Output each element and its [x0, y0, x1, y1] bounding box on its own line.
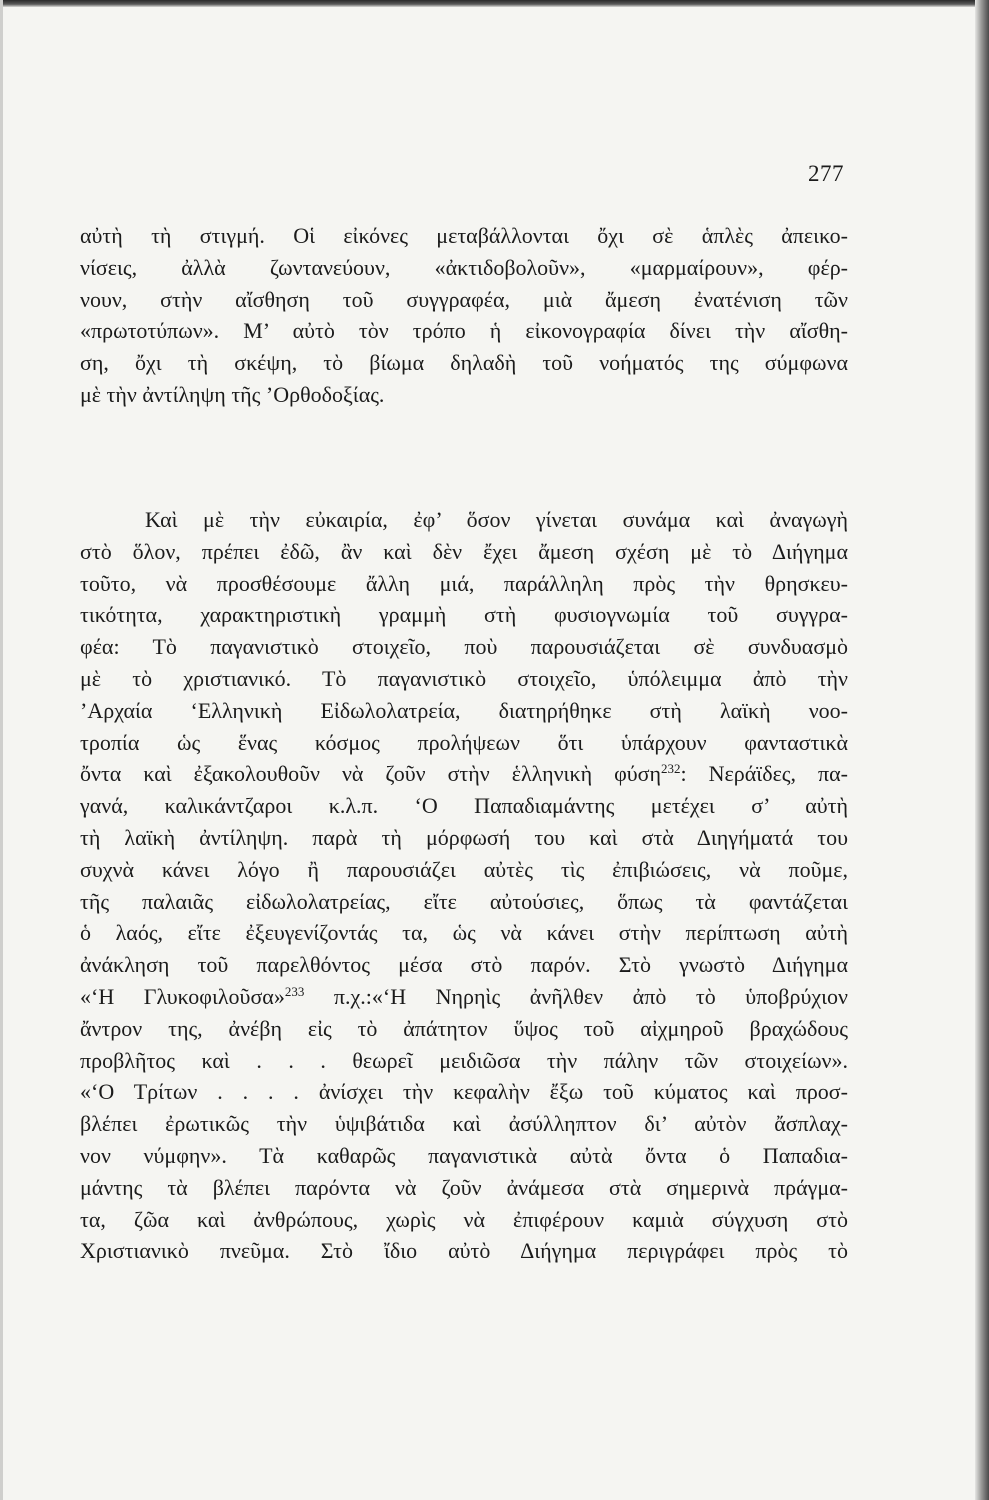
- text-line: «πρωτοτύπων». Μ’ αὐτὸ τὸν τρόπο ἡ εἰκονογραφία δίνει τὴν αἴσθη-: [80, 318, 848, 344]
- paragraph-1: [80, 220, 848, 411]
- text-segment: : Νεράϊδες, πα-: [680, 761, 848, 787]
- text-line: [80, 981, 848, 1013]
- text-line: ἄντρον της, ἀνέβη εἰς τὸ ἀπάτητον ὕψος τοῦ αἰχμηροῦ βραχώδους: [80, 1015, 848, 1041]
- footnote-ref-233: 233: [284, 983, 305, 999]
- scan-edge-top: [0, 0, 989, 7]
- text-line: τοῦτο, νὰ προσθέσουμε ἄλλη μιά, παράλληλη πρὸς τὴν θρησκευ-: [80, 570, 848, 596]
- text-line: τικότητα, χαρακτηριστικὴ γραμμὴ στὴ φυσιογνωμία τοῦ συγγρα-: [80, 602, 848, 628]
- text-line: μὲ τὴν ἀντίληψη τῆς ’Ορθοδοξίας.: [80, 381, 385, 407]
- text-line: Καὶ μὲ τὴν εὐκαιρία, ἐφ’ ὅσον γίνεται συνάμα καὶ ἀναγωγὴ: [145, 507, 848, 532]
- text-line: νουν, στὴν αἴσθηση τοῦ συγγραφέα, μιὰ ἄμεση ἐνατένιση τῶν: [80, 286, 848, 312]
- text-line: «‘Ο Τρίτων . . . . ἀνίσχει τὴν κεφαλὴν ἔξω τοῦ κύματος καὶ προσ-: [80, 1079, 848, 1105]
- text-line: τὴ λαϊκὴ ἀντίληψη. παρὰ τὴ μόρφωσή του καὶ στὰ Διηγήματά του: [80, 824, 848, 850]
- text-line: Χριστιανικὸ πνεῦμα. Στὸ ἴδιο αὐτὸ Διήγημα περιγράφει πρὸς τὸ: [80, 1238, 848, 1264]
- text-line: τῆς παλαιᾶς εἰδωλολατρείας, εἴτε αὐτούσιες, ὅπως τὰ φαντάζεται: [80, 888, 848, 914]
- text-line: προβλῆτος καὶ . . . θεωρεῖ μειδιῶσα τὴν πάλην τῶν στοιχείων».: [80, 1047, 848, 1073]
- text-line: αὐτὴ τὴ στιγμή. Οἱ εἰκόνες μεταβάλλονται ὄχι σὲ ἁπλὲς ἀπεικο-: [80, 223, 848, 248]
- text-line: στὸ ὅλον, πρέπει ἐδῶ, ἂν καὶ δὲν ἔχει ἄμεση σχέση μὲ τὸ Διήγημα: [80, 538, 848, 564]
- text-line: τροπία ὡς ἕνας κόσμος προλήψεων ὅτι ὑπάρχουν φανταστικὰ: [80, 729, 848, 755]
- text-line: βλέπει ἐρωτικῶς τὴν ὑψιβάτιδα καὶ ἀσύλληπτον δι’ αὐτὸν ἄσπλαχ-: [80, 1111, 848, 1137]
- text-line: μάντης τὰ βλέπει παρόντα νὰ ζοῦν ἀνάμεσα στὰ σημερινὰ πράγμα-: [80, 1174, 848, 1200]
- text-line: φέα: Τὸ παγανιστικὸ στοιχεῖο, ποὺ παρουσιάζεται σὲ συνδυασμὸ: [80, 634, 848, 660]
- scan-edge-left: [0, 0, 3, 1500]
- text-line: ση, ὄχι τὴ σκέψη, τὸ βίωμα δηλαδὴ τοῦ νοήματός της σύμφωνα: [80, 350, 848, 376]
- page-number: 277: [808, 161, 844, 186]
- text-line: νον νύμφην». Τὰ καθαρῶς παγανιστικὰ αὐτὰ ὄντα ὁ Παπαδια-: [80, 1142, 848, 1168]
- text-line: ὁ λαός, εἴτε ἐξευγενίζοντάς τα, ὡς νὰ κάνει στὴν περίπτωση αὐτὴ: [80, 920, 848, 946]
- scan-edge-right: [975, 0, 989, 1500]
- text-line: γανά, καλικάντζαροι κ.λ.π. ‘Ο Παπαδιαμάντης μετέχει σ’ αὐτὴ: [80, 793, 848, 819]
- text-line: νίσεις, ἀλλὰ ζωντανεύουν, «ἀκτιδοβολοῦν», «μαρμαίρουν», φέρ-: [80, 254, 848, 280]
- text-segment: ὄντα καὶ ἐξακολουθοῦν νὰ ζοῦν στὴν ἑλληνικὴ φύση: [80, 761, 662, 787]
- text-segment: «‘Η Γλυκοφιλοῦσα»: [80, 983, 285, 1009]
- text-line: συχνὰ κάνει λόγο ἢ παρουσιάζει αὐτὲς τὶς ἐπιβιώσεις, νὰ ποῦμε,: [80, 856, 848, 882]
- text-segment: π.χ.:«‘Η Νηρηὶς ἀνῆλθεν ἀπὸ τὸ ὑποβρύχιον: [304, 983, 848, 1009]
- text-line: τα, ζῶα καὶ ἀνθρώπους, χωρὶς νὰ ἐπιφέρουν καμιὰ σύγχυση στὸ: [80, 1206, 848, 1232]
- footnote-ref-232: 232: [661, 761, 681, 777]
- text-line: ’Αρχαία ‘Ελληνικὴ Εἰδωλολατρεία, διατηρήθηκε στὴ λαϊκὴ νοο-: [80, 697, 848, 723]
- text-line: [80, 758, 848, 790]
- text-line: ἀνάκληση τοῦ παρελθόντος μέσα στὸ παρόν. Στὸ γνωστὸ Διήγημα: [80, 952, 848, 978]
- text-line: μὲ τὸ χριστιανικό. Τὸ παγανιστικὸ στοιχεῖο, ὑπόλειμμα ἀπὸ τὴν: [80, 665, 848, 691]
- paragraph-2: [80, 504, 848, 1267]
